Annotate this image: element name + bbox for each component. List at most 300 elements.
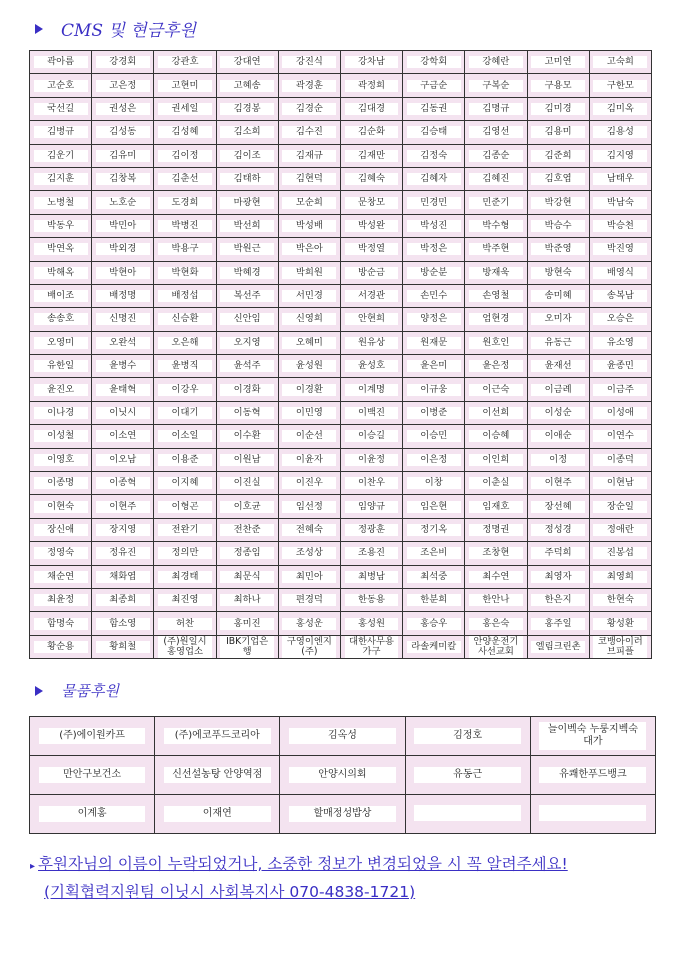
donor-cell	[216, 214, 278, 237]
donor-cell	[216, 355, 278, 378]
table-row	[30, 261, 652, 284]
donor-name: 이소일	[158, 430, 212, 442]
donor-name: 황순용	[34, 641, 88, 653]
donor-name: 원재문	[407, 337, 461, 349]
donor-cell	[527, 261, 589, 284]
donor-cell	[589, 51, 651, 74]
donor-name: 이금주	[593, 384, 647, 396]
donor-name: 박용구	[158, 243, 212, 255]
donor-cell	[154, 74, 216, 97]
donor-name: 이현숙	[34, 501, 88, 513]
donor-cell	[340, 401, 402, 424]
table-row	[30, 97, 652, 120]
donor-cell	[278, 588, 340, 611]
donor-name: 김춘선	[158, 173, 212, 185]
donor-name: 전혜숙	[282, 524, 336, 536]
donor-name: 유한일	[34, 360, 88, 372]
donor-cell	[589, 121, 651, 144]
donor-cell	[527, 51, 589, 74]
donor-name: 박혜경	[220, 267, 274, 279]
donor-cell	[92, 74, 154, 97]
donor-cell	[278, 214, 340, 237]
donor-name: 이찬우	[345, 477, 399, 489]
donor-cell	[527, 378, 589, 401]
donor-name: 김운기	[34, 150, 88, 162]
donor-cell	[216, 635, 278, 658]
donor-cell	[30, 717, 155, 756]
donor-cell	[30, 565, 92, 588]
donor-cell	[589, 284, 651, 307]
donor-cell	[589, 378, 651, 401]
table-row	[30, 756, 656, 795]
donor-name: 정기옥	[407, 524, 461, 536]
donor-cell	[465, 121, 527, 144]
donor-name: 최하나	[220, 594, 274, 606]
donor-name: 이승민	[407, 430, 461, 442]
donor-name: 안양시의회	[289, 767, 396, 783]
donor-name: 강경회	[96, 56, 150, 68]
table-row	[30, 401, 652, 424]
donor-name: 이성애	[593, 407, 647, 419]
donor-cell	[340, 144, 402, 167]
donor-cell	[403, 308, 465, 331]
table-row	[30, 472, 652, 495]
donor-cell	[340, 51, 402, 74]
donor-name: 구영이엔지 (주)	[282, 636, 336, 658]
donor-name: 이승길	[345, 430, 399, 442]
donor-cell	[403, 214, 465, 237]
donor-cell	[278, 167, 340, 190]
donor-name: 마광현	[220, 197, 274, 209]
donor-name: 강학회	[407, 56, 461, 68]
donor-name: 한분희	[407, 594, 461, 606]
donor-name: 이경환	[282, 384, 336, 396]
donor-cell	[465, 425, 527, 448]
donor-name: 채순연	[34, 571, 88, 583]
donor-name: 박민아	[96, 220, 150, 232]
donor-cell	[154, 261, 216, 284]
donor-cell	[465, 401, 527, 424]
donor-cell	[403, 542, 465, 565]
table-row	[30, 518, 652, 541]
donor-name: 구복순	[469, 80, 523, 92]
donor-cell	[527, 472, 589, 495]
donor-name: 이인희	[469, 454, 523, 466]
donor-name: IBK기업은 행	[220, 636, 274, 658]
donor-cell	[278, 144, 340, 167]
donor-name: 이성순	[531, 407, 585, 419]
donor-name: 송미혜	[531, 290, 585, 302]
donor-name: 김유미	[96, 150, 150, 162]
donor-cell	[216, 612, 278, 635]
donor-cell	[278, 425, 340, 448]
donor-name: 김혜자	[407, 173, 461, 185]
donor-name: 박해옥	[34, 267, 88, 279]
donor-cell	[405, 795, 530, 834]
donor-name: 최영희	[593, 571, 647, 583]
donor-name: 배정명	[96, 290, 150, 302]
donor-name: 정영숙	[34, 547, 88, 559]
donor-name: 이현남	[593, 477, 647, 489]
donor-cell	[92, 51, 154, 74]
donor-name: 이종혁	[96, 477, 150, 489]
donor-cell	[216, 97, 278, 120]
donor-cell	[340, 565, 402, 588]
donor-name: 윤병직	[158, 360, 212, 372]
donor-cell	[92, 284, 154, 307]
donor-name: 이현주	[531, 477, 585, 489]
donor-name: 오완석	[96, 337, 150, 349]
donor-cell	[154, 518, 216, 541]
donor-name: 주덕희	[531, 547, 585, 559]
donor-cell	[154, 588, 216, 611]
donor-name: 강차남	[345, 56, 399, 68]
donor-cell	[340, 448, 402, 471]
notice-line-1	[30, 852, 568, 874]
donor-cell	[30, 401, 92, 424]
donor-cell	[465, 355, 527, 378]
donor-name: 박성배	[282, 220, 336, 232]
donor-cell	[30, 472, 92, 495]
donor-name: 박남숙	[593, 197, 647, 209]
donor-cell	[465, 308, 527, 331]
donor-cell	[403, 121, 465, 144]
donor-name: 최석중	[407, 571, 461, 583]
donor-cell	[589, 635, 651, 658]
donor-name: 오미자	[531, 313, 585, 325]
donor-name: 전완기	[158, 524, 212, 536]
donor-name: 신명진	[96, 313, 150, 325]
donor-name: 이원남	[220, 454, 274, 466]
donor-cell	[403, 635, 465, 658]
donor-cell	[30, 144, 92, 167]
donor-cell	[278, 495, 340, 518]
donor-name: 양정은	[407, 313, 461, 325]
donor-cell	[30, 588, 92, 611]
donor-cell	[154, 331, 216, 354]
donor-name: 모순희	[282, 197, 336, 209]
donor-cell	[527, 542, 589, 565]
donor-cell	[340, 355, 402, 378]
donor-cell	[216, 51, 278, 74]
donor-cell	[589, 308, 651, 331]
donor-cell	[527, 214, 589, 237]
donor-name: 이규웅	[407, 384, 461, 396]
table-row	[30, 612, 652, 635]
donor-cell	[216, 448, 278, 471]
donor-cell	[278, 635, 340, 658]
donor-name: 이진우	[282, 477, 336, 489]
donor-name	[539, 805, 646, 821]
table-row	[30, 588, 652, 611]
donor-name: 한현숙	[593, 594, 647, 606]
donor-name: 엘림크린촌	[531, 641, 585, 653]
donor-name: 이대기	[158, 407, 212, 419]
donor-cell	[154, 401, 216, 424]
donor-name: 유소영	[593, 337, 647, 349]
donor-name: 윤종민	[593, 360, 647, 372]
table-row	[30, 448, 652, 471]
donor-cell	[403, 448, 465, 471]
donor-name: 박강현	[531, 197, 585, 209]
donor-name: 구용모	[531, 80, 585, 92]
donor-cell	[30, 214, 92, 237]
donor-cell	[30, 97, 92, 120]
donor-cell	[403, 588, 465, 611]
donor-name: 윤은미	[407, 360, 461, 372]
donor-cell	[216, 588, 278, 611]
notice-text-2: (기획협력지원팀 이닛시 사회복지사 070-4838-1721)	[44, 883, 416, 901]
donor-cell	[465, 167, 527, 190]
donor-cell	[465, 214, 527, 237]
donor-cell	[403, 612, 465, 635]
donor-cell	[527, 495, 589, 518]
donor-name: 최병남	[345, 571, 399, 583]
donor-cell	[403, 51, 465, 74]
donor-cell	[527, 331, 589, 354]
donor-cell	[216, 308, 278, 331]
donor-cell	[465, 448, 527, 471]
goods-section-title-text: 물품후원	[61, 682, 119, 700]
donor-name: 이계홍	[39, 806, 146, 822]
donor-cell	[465, 191, 527, 214]
donor-cell	[403, 191, 465, 214]
donor-name: 김정호	[414, 728, 521, 744]
donor-name: 노병철	[34, 197, 88, 209]
donor-name: 박정은	[407, 243, 461, 255]
table-row	[30, 795, 656, 834]
donor-cell	[216, 401, 278, 424]
donor-name: 홍성원	[345, 618, 399, 630]
donor-name: 김미경	[531, 103, 585, 115]
donor-name: 김창복	[96, 173, 150, 185]
donor-name: 이형곤	[158, 501, 212, 513]
donor-name: 할매정성밥상	[289, 806, 396, 822]
table-row	[30, 214, 652, 237]
donor-name	[414, 805, 521, 821]
donor-cell	[340, 331, 402, 354]
donor-name: 이호균	[220, 501, 274, 513]
donor-cell	[405, 756, 530, 795]
donor-cell	[216, 167, 278, 190]
donor-cell	[92, 635, 154, 658]
donor-name: 곽경훈	[282, 80, 336, 92]
donor-name: 도경희	[158, 197, 212, 209]
table-row	[30, 167, 652, 190]
donor-cell	[340, 425, 402, 448]
donor-name: 늘이벡숙 누룽지벡숙 대가	[539, 722, 646, 750]
donor-cell	[216, 191, 278, 214]
donor-cell	[92, 167, 154, 190]
donor-name: 최영자	[531, 571, 585, 583]
donor-cell	[589, 167, 651, 190]
donor-name: 고현미	[158, 80, 212, 92]
donor-name: 고순호	[34, 80, 88, 92]
donor-cell	[340, 542, 402, 565]
donor-name: 김종순	[469, 150, 523, 162]
donor-name: 함소영	[96, 618, 150, 630]
donor-cell	[340, 588, 402, 611]
donor-cell	[278, 284, 340, 307]
donor-name: 코뱅아이러 브피플	[593, 636, 647, 658]
donor-name: 박정열	[345, 243, 399, 255]
donor-cell	[530, 795, 655, 834]
donor-cell	[30, 425, 92, 448]
donor-cell	[155, 756, 280, 795]
donor-cell	[527, 518, 589, 541]
donor-name: 이백진	[345, 407, 399, 419]
donor-name: 이종명	[34, 477, 88, 489]
donor-cell	[589, 565, 651, 588]
donor-cell	[278, 448, 340, 471]
donor-name: 윤진오	[34, 384, 88, 396]
donor-name: 박동우	[34, 220, 88, 232]
donor-name: 이강우	[158, 384, 212, 396]
donor-name: 김용미	[531, 126, 585, 138]
donor-name: 박병진	[158, 220, 212, 232]
donor-cell	[403, 472, 465, 495]
donor-cell	[30, 121, 92, 144]
donor-cell	[465, 97, 527, 120]
table-row	[30, 308, 652, 331]
donor-cell	[403, 261, 465, 284]
donor-name: 안양운전기 사선교회	[469, 636, 523, 658]
donor-cell	[340, 238, 402, 261]
table-row	[30, 238, 652, 261]
donor-name: 홍성운	[282, 618, 336, 630]
donor-cell	[216, 518, 278, 541]
donor-cell	[216, 565, 278, 588]
donor-name: 방순금	[345, 267, 399, 279]
donor-cell	[92, 238, 154, 261]
donor-name: 곽정희	[345, 80, 399, 92]
donor-name: 한동용	[345, 594, 399, 606]
donor-name: 윤성호	[345, 360, 399, 372]
donor-name: 만안구보건소	[39, 767, 146, 783]
donor-name: 손민수	[407, 290, 461, 302]
donor-name: 임양규	[345, 501, 399, 513]
donor-name: 박승수	[531, 220, 585, 232]
donor-name: 이성철	[34, 430, 88, 442]
donor-cell	[92, 144, 154, 167]
donor-cell	[527, 284, 589, 307]
donor-name: 김미옥	[593, 103, 647, 115]
donor-cell	[154, 495, 216, 518]
donor-name: 최문식	[220, 571, 274, 583]
donor-cell	[154, 284, 216, 307]
donor-name: (주)에이원카프	[39, 728, 146, 744]
donor-name: 신승환	[158, 313, 212, 325]
donor-cell	[278, 401, 340, 424]
donor-name: 이윤자	[282, 454, 336, 466]
donor-cell	[216, 74, 278, 97]
donor-name: 박성완	[345, 220, 399, 232]
donor-cell	[280, 717, 405, 756]
donor-cell	[278, 261, 340, 284]
donor-name: 서민경	[282, 290, 336, 302]
donor-cell	[465, 565, 527, 588]
donor-name: 김재만	[345, 150, 399, 162]
donor-name: 김이정	[158, 150, 212, 162]
donor-name: 민준기	[469, 197, 523, 209]
donor-name: 이은정	[407, 454, 461, 466]
donor-cell	[589, 448, 651, 471]
donor-name: 윤태혁	[96, 384, 150, 396]
donor-cell	[403, 355, 465, 378]
donor-cell	[340, 612, 402, 635]
donor-cell	[278, 191, 340, 214]
donor-name: 이선희	[469, 407, 523, 419]
donor-cell	[30, 191, 92, 214]
donor-name: 이창	[407, 477, 461, 489]
donor-cell	[340, 261, 402, 284]
donor-name: 복선주	[220, 290, 274, 302]
donor-name: 배이조	[34, 290, 88, 302]
donor-cell	[403, 331, 465, 354]
donor-name: 한은지	[531, 594, 585, 606]
donor-name: 박외경	[96, 243, 150, 255]
donor-name: 고숙희	[593, 56, 647, 68]
donor-cell	[589, 542, 651, 565]
triangle-bullet-icon: ▸	[30, 861, 36, 872]
donor-name: 이종덕	[593, 454, 647, 466]
donor-cell	[30, 612, 92, 635]
donor-name: 윤성원	[282, 360, 336, 372]
donor-cell	[530, 756, 655, 795]
donor-cell	[92, 612, 154, 635]
donor-cell	[278, 472, 340, 495]
donor-cell	[465, 331, 527, 354]
donor-name: 이근숙	[469, 384, 523, 396]
donor-name: 윤석주	[220, 360, 274, 372]
donor-name: 김순화	[345, 126, 399, 138]
donor-cell	[154, 167, 216, 190]
donor-cell	[403, 425, 465, 448]
donor-name: 박성진	[407, 220, 461, 232]
donor-cell	[154, 472, 216, 495]
cms-section-title-text: CMS 및 현금후원	[61, 21, 196, 41]
donor-cell	[340, 97, 402, 120]
donor-cell	[403, 74, 465, 97]
table-row	[30, 355, 652, 378]
donor-name: 권세일	[158, 103, 212, 115]
donor-cell	[216, 378, 278, 401]
donor-cell	[92, 355, 154, 378]
donor-cell	[280, 756, 405, 795]
donor-name: 엄현경	[469, 313, 523, 325]
donor-cell	[465, 378, 527, 401]
donor-name: 강진식	[282, 56, 336, 68]
donor-name: 김용성	[593, 126, 647, 138]
donor-cell	[589, 331, 651, 354]
donor-name: 최윤정	[34, 594, 88, 606]
donor-cell	[216, 284, 278, 307]
donor-name: 김재규	[282, 150, 336, 162]
donor-cell	[465, 612, 527, 635]
donor-name: 김지영	[593, 150, 647, 162]
goods-section-title	[35, 680, 119, 701]
donor-name: 전찬준	[220, 524, 274, 536]
donor-name: 황성환	[593, 618, 647, 630]
donor-cell	[465, 238, 527, 261]
donor-cell	[527, 401, 589, 424]
donor-name: 최종희	[96, 594, 150, 606]
donor-cell	[30, 795, 155, 834]
donor-name: 이금례	[531, 384, 585, 396]
donor-name: 김호엽	[531, 173, 585, 185]
donor-cell	[30, 635, 92, 658]
donor-name: 국선길	[34, 103, 88, 115]
